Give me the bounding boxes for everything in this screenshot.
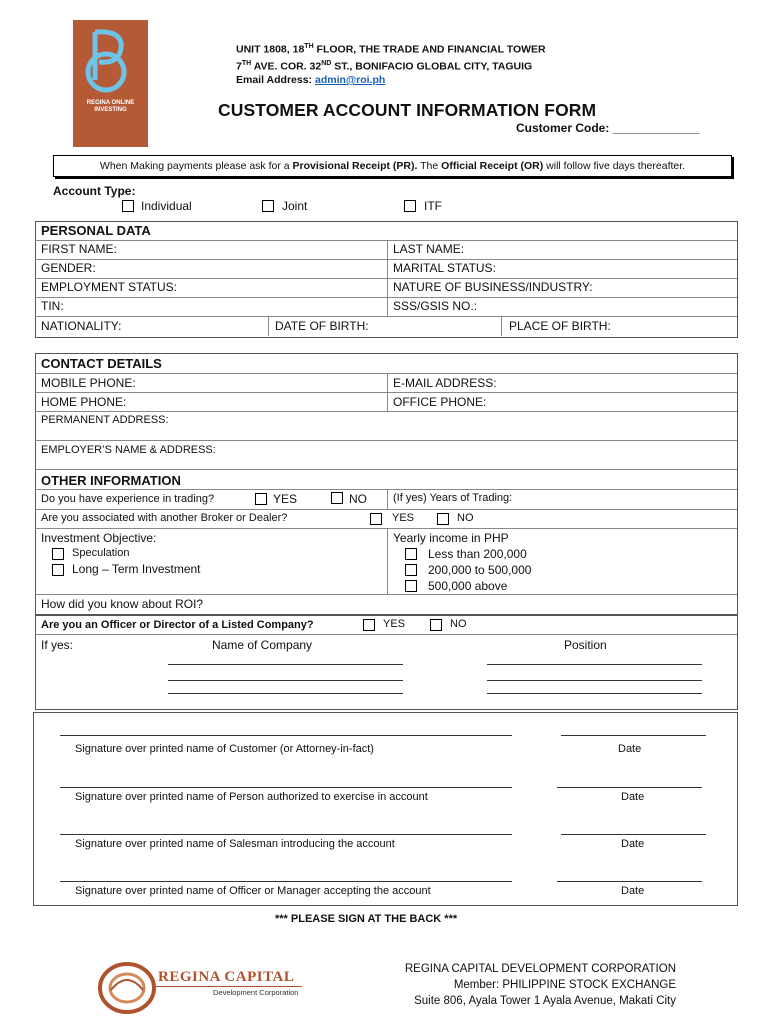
- business-nature-field[interactable]: NATURE OF BUSINESS/INDUSTRY:: [393, 280, 593, 294]
- experience-yes-label: YES: [273, 492, 298, 506]
- date-label: Date: [621, 838, 645, 850]
- officer-yes-label: YES: [383, 618, 406, 630]
- income-low-checkbox[interactable]: [405, 548, 417, 560]
- place-of-birth-field[interactable]: PLACE OF BIRTH:: [509, 319, 611, 333]
- investment-objective-label: Investment Objective:: [41, 531, 157, 545]
- signature-line[interactable]: [60, 787, 512, 788]
- customer-code: Customer Code: _____________: [516, 121, 700, 135]
- employment-status-field[interactable]: EMPLOYMENT STATUS:: [41, 280, 178, 294]
- company-info: [405, 961, 676, 1009]
- broker-no-checkbox[interactable]: [437, 513, 449, 525]
- signature-line[interactable]: [60, 881, 512, 882]
- signature-section: [33, 712, 738, 906]
- company-column-label: Name of Company: [212, 638, 313, 652]
- exchange-membership: Member: PHILIPPINE STOCK EXCHANGE: [453, 979, 676, 991]
- logo-text: REGINA ONLINE INVESTING: [86, 100, 135, 113]
- date-label: Date: [621, 791, 645, 803]
- sss-field[interactable]: SSS/GSIS NO.:: [393, 299, 478, 313]
- date-line[interactable]: [561, 735, 706, 736]
- trading-experience-question: Do you have experience in trading?: [41, 493, 215, 505]
- income-mid-checkbox[interactable]: [405, 564, 417, 576]
- office-phone-field[interactable]: OFFICE PHONE:: [393, 395, 487, 409]
- first-name-field[interactable]: FIRST NAME:: [41, 242, 117, 256]
- yearly-income-label: Yearly income in PHP: [393, 531, 509, 545]
- experience-yes-checkbox[interactable]: [255, 493, 267, 505]
- income-high-label: 500,000 above: [428, 579, 508, 593]
- officer-no-checkbox[interactable]: [430, 619, 442, 631]
- date-line[interactable]: [561, 834, 706, 835]
- itf-label: ITF: [424, 199, 442, 213]
- position-line[interactable]: [487, 680, 702, 681]
- brand-subtitle: Development Corporation: [213, 988, 299, 997]
- signature-label: Signature over printed name of Person authorized to exercise in account: [75, 791, 428, 803]
- nationality-field[interactable]: NATIONALITY:: [41, 319, 122, 333]
- emblem-icon: [97, 960, 157, 1016]
- last-name-field[interactable]: LAST NAME:: [393, 242, 465, 256]
- position-line[interactable]: [487, 664, 702, 665]
- long-term-checkbox[interactable]: [52, 564, 64, 576]
- broker-question: Are you associated with another Broker or Dealer?: [41, 512, 288, 524]
- individual-checkbox[interactable]: [122, 200, 134, 212]
- tin-field[interactable]: TIN:: [41, 299, 64, 313]
- signature-label: Signature over printed name of Salesman introducing the account: [75, 838, 395, 850]
- regina-capital-emblem: [97, 960, 157, 1016]
- income-low-label: Less than 200,000: [428, 547, 527, 561]
- date-line[interactable]: [557, 787, 702, 788]
- brand-name: REGINA CAPITAL: [158, 969, 295, 985]
- email-link[interactable]: admin@roi.ph: [314, 74, 386, 86]
- company-line[interactable]: [168, 664, 403, 665]
- signature-label: Signature over printed name of Customer (or Attorney-in-fact): [75, 743, 374, 755]
- other-info-heading: OTHER INFORMATION: [41, 473, 181, 488]
- officer-no-label: NO: [450, 618, 467, 630]
- account-type-label: Account Type:: [53, 184, 136, 198]
- broker-yes-label: YES: [392, 512, 415, 524]
- experience-no-label: NO: [349, 492, 367, 506]
- officer-yes-checkbox[interactable]: [363, 619, 375, 631]
- company-name: REGINA CAPITAL DEVELOPMENT CORPORATION: [404, 963, 676, 975]
- position-column-label: Position: [564, 638, 607, 652]
- signature-label: Signature over printed name of Officer or Manager accepting the account: [75, 885, 431, 897]
- personal-data-heading: PERSONAL DATA: [41, 223, 151, 238]
- employer-field[interactable]: EMPLOYER’S NAME & ADDRESS:: [41, 444, 216, 456]
- itf-checkbox[interactable]: [404, 200, 416, 212]
- speculation-label: Speculation: [72, 547, 130, 559]
- position-line[interactable]: [487, 693, 702, 694]
- individual-label: Individual: [141, 199, 192, 213]
- sign-back-note: *** PLEASE SIGN AT THE BACK ***: [275, 913, 458, 925]
- regina-logo: [73, 20, 148, 147]
- permanent-address-field[interactable]: PERMANENT ADDRESS:: [41, 414, 169, 426]
- speculation-checkbox[interactable]: [52, 548, 64, 560]
- experience-no-checkbox[interactable]: [331, 492, 343, 504]
- date-label: Date: [618, 743, 642, 755]
- signature-line[interactable]: [60, 735, 512, 736]
- broker-yes-checkbox[interactable]: [370, 513, 382, 525]
- contact-details-heading: CONTACT DETAILS: [41, 356, 162, 371]
- income-high-checkbox[interactable]: [405, 580, 417, 592]
- if-yes-label: If yes:: [41, 638, 74, 652]
- gender-field[interactable]: GENDER:: [41, 261, 96, 275]
- how-know-roi-field[interactable]: How did you know about ROI?: [41, 597, 204, 611]
- payment-notice: When Making payments please ask for a Provisional Receipt (PR). The Official Receipt (OR) will follow five days thereafter.: [53, 155, 732, 177]
- company-address: UNIT 1808, 18TH FLOOR, THE TRADE AND FINANCIAL TOWER 7TH AVE. COR. 32ND ST., BONIFACIO GLOBAL CITY, TAGUIG Email Address: admin@roi.ph: [236, 43, 546, 86]
- email-address-field[interactable]: E-MAIL ADDRESS:: [393, 376, 497, 390]
- company-line[interactable]: [168, 693, 403, 694]
- broker-no-label: NO: [457, 512, 474, 524]
- years-trading-field[interactable]: (If yes) Years of Trading:: [393, 492, 513, 504]
- income-mid-label: 200,000 to 500,000: [428, 563, 532, 577]
- officer-question: Are you an Officer or Director of a Listed Company?: [41, 619, 314, 631]
- home-phone-field[interactable]: HOME PHONE:: [41, 395, 127, 409]
- date-label: Date: [621, 885, 645, 897]
- joint-checkbox[interactable]: [262, 200, 274, 212]
- mobile-phone-field[interactable]: MOBILE PHONE:: [41, 376, 136, 390]
- logo-mark-icon: [73, 20, 148, 147]
- marital-status-field[interactable]: MARITAL STATUS:: [393, 261, 496, 275]
- form-title: CUSTOMER ACCOUNT INFORMATION FORM: [218, 100, 597, 120]
- company-line[interactable]: [168, 680, 403, 681]
- date-of-birth-field[interactable]: DATE OF BIRTH:: [275, 319, 369, 333]
- company-address-footer: Suite 806, Ayala Tower 1 Ayala Avenue, Makati City: [414, 995, 676, 1007]
- date-line[interactable]: [557, 881, 702, 882]
- long-term-label: Long – Term Investment: [72, 562, 201, 576]
- signature-line[interactable]: [60, 834, 512, 835]
- joint-label: Joint: [282, 199, 308, 213]
